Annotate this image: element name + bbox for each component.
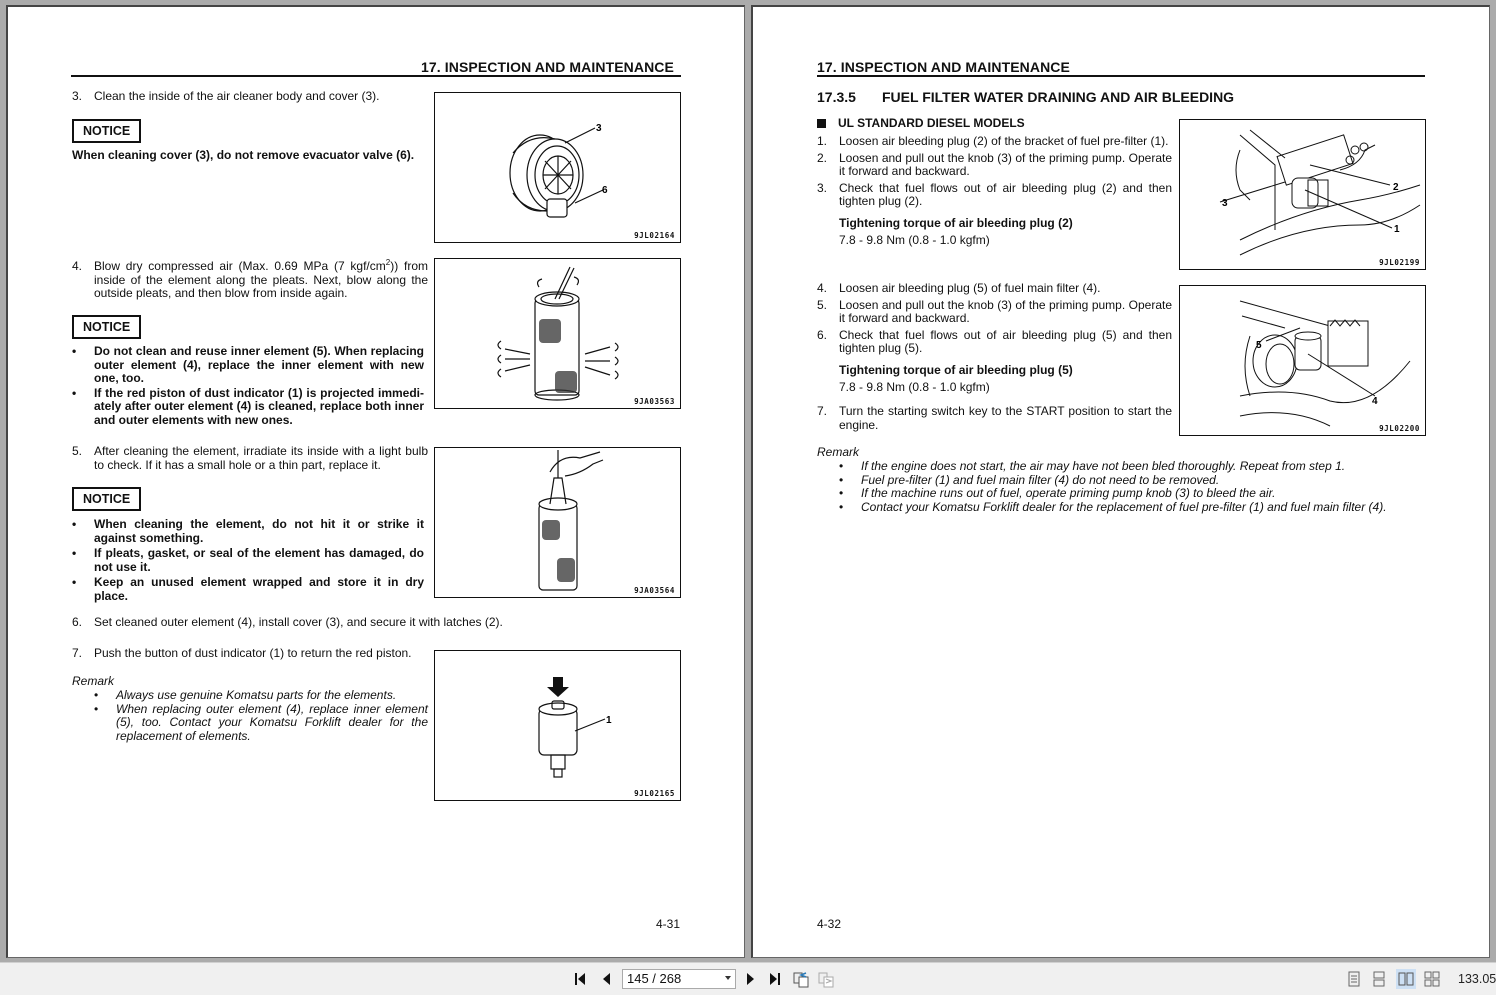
first-page-icon (574, 972, 590, 986)
callout-5: 5 (1256, 340, 1262, 351)
prev-page-button[interactable] (597, 970, 617, 988)
callout-3: 3 (1222, 198, 1228, 209)
step-7: 7. Push the button of dust indicator (1) to return the red piston. (72, 646, 412, 660)
last-page-button[interactable] (764, 970, 784, 988)
notice-bullets (72, 518, 424, 603)
zoom-level[interactable]: 133.05 (1458, 972, 1496, 986)
notice-bullet: • If the red piston of dust indicator (1) is projected immedi-ately after outer element (4) is cleaned, replace both inner and outer elements with new ones. (72, 387, 424, 428)
single-page-view-icon (1347, 971, 1361, 987)
step-6: 6. Set cleaned outer element (4), install cover (3), and secure it with latches (2). (72, 615, 503, 629)
torque-value: 7.8 - 9.8 Nm (0.8 - 1.0 kgfm) (839, 380, 990, 394)
callout-4: 4 (1372, 396, 1378, 407)
notice-bullet: • Do not clean and reuse inner element (5). When replacing outer element (4), replace the inner element with new one, too. (72, 345, 424, 386)
facing-view-icon (1398, 971, 1414, 987)
torque-value: 7.8 - 9.8 Nm (0.8 - 1.0 kgfm) (839, 233, 990, 247)
figure-fuel-main-filter (1179, 285, 1426, 436)
go-forward-view-icon (817, 970, 835, 988)
fuel-pre-filter-illustration (1180, 120, 1425, 269)
notice-label: NOTICE (72, 119, 141, 143)
torque-title: Tightening torque of air bleeding plug (2) (839, 216, 1073, 230)
remark-bullets (839, 460, 1439, 514)
torque-title: Tightening torque of air bleeding plug (5) (839, 363, 1073, 377)
page-header: 17. INSPECTION AND MAINTENANCE (421, 59, 674, 75)
next-page-icon (744, 972, 756, 986)
figure-fuel-pre-filter (1179, 119, 1426, 270)
remark-bullet: • Contact your Komatsu Forklift dealer for the replacement of fuel pre-filter (1) and fuel main filter (4). (839, 501, 1439, 515)
section-number: 17.3.5 (817, 89, 856, 105)
header-rule (817, 75, 1425, 77)
step-6: 6. Check that fuel flows out of air bleeding plug (5) and then tighten plug (5). (817, 327, 1172, 355)
callout-1: 1 (606, 715, 612, 726)
callout-6: 6 (602, 185, 608, 196)
page-number: 4-32 (817, 917, 842, 931)
remark-label: Remark (817, 445, 860, 459)
go-back-view-icon (792, 970, 810, 988)
dust-indicator-illustration (435, 651, 680, 800)
step-4: 4. Blow dry compressed air (Max. 0.69 MPa (7 kgf/$cm^2$)) from inside of the element along the pleats. Next, blow along the outside pleats, and then blow from inside again. (72, 258, 429, 300)
continuous-facing-view-button[interactable] (1422, 969, 1442, 989)
callout-1: 1 (1394, 224, 1400, 235)
step-3: 3. Check that fuel flows out of air bleeding plug (2) and then tighten plug (2). (817, 180, 1172, 208)
notice-text: When cleaning cover (3), do not remove evacuator valve (6). (72, 148, 415, 162)
continuous-facing-view-icon (1424, 971, 1440, 987)
step-1: 1. Loosen air bleeding plug (2) of the bracket of fuel pre-filter (1). (817, 134, 1169, 148)
single-page-view-button[interactable] (1344, 969, 1364, 989)
header-rule (71, 75, 681, 77)
remark-label: Remark (72, 674, 115, 688)
figure-code: 9JL02165 (634, 789, 675, 798)
page-number: 4-31 (656, 917, 681, 931)
continuous-view-button[interactable] (1369, 969, 1389, 989)
section-title: FUEL FILTER WATER DRAINING AND AIR BLEEDING (882, 89, 1235, 105)
next-view-button[interactable] (816, 970, 836, 988)
first-page-button[interactable] (572, 970, 592, 988)
viewer-toolbar (0, 962, 1496, 995)
remark-bullet: • If the engine does not start, the air may have not been bled thoroughly. Repeat from step 1. (839, 460, 1439, 474)
notice-bullet: • Keep an unused element wrapped and store it in dry place. (72, 576, 424, 603)
step-3: 3. Clean the inside of the air cleaner body and cover (3). (72, 89, 380, 103)
previous-view-button[interactable] (791, 970, 811, 988)
remark-bullets (94, 689, 428, 743)
last-page-icon (766, 972, 782, 986)
page-4-32 (751, 5, 1490, 958)
step-4: 4. Loosen air bleeding plug (5) of fuel main filter (4). (817, 281, 1101, 295)
next-page-button[interactable] (740, 970, 760, 988)
push-arrow-icon (547, 677, 569, 697)
continuous-view-icon (1372, 971, 1386, 987)
figure-code: 9JL02200 (1379, 424, 1420, 433)
fuel-main-filter-illustration (1180, 286, 1425, 435)
remark-bullet: • Always use genuine Komatsu parts for the elements. (94, 689, 428, 703)
subsection-heading: UL STANDARD DIESEL MODELS (817, 117, 1025, 131)
air-cleaner-illustration (435, 93, 680, 242)
steps-pre-filter (817, 135, 1172, 209)
step-5: 5. After cleaning the element, irradiate its inside with a light bulb to check. If it has a small hole or a thin part, replace it. (72, 444, 428, 472)
figure-code: 9JL02199 (1379, 258, 1420, 267)
remark-bullet: • Fuel pre-filter (1) and fuel main filter (4) do not need to be removed. (839, 474, 1439, 488)
step-7: 7. Turn the starting switch key to the START position to start the engine. (817, 404, 1172, 432)
remark-bullet: • When replacing outer element (4), replace inner element (5), too. Contact your Komatsu Forklift dealer for the replacement of elements. (94, 703, 428, 744)
notice-bullet: • When cleaning the element, do not hit it or strike it against something. (72, 518, 424, 545)
steps-main-filter (817, 282, 1172, 356)
step-2: 2. Loosen and pull out the knob (3) of the priming pump. Operate it forward and backward. (817, 150, 1172, 178)
figure-blow-element (434, 258, 681, 409)
figure-code: 9JL02164 (634, 231, 675, 240)
element-blow-illustration (435, 259, 680, 408)
notice-bullets (72, 345, 424, 427)
notice-label: NOTICE (72, 487, 141, 511)
figure-code: 9JA03563 (634, 397, 675, 406)
page-4-31 (6, 5, 745, 958)
page-indicator: 145 / 268 (627, 971, 682, 986)
square-bullet-icon (817, 119, 826, 128)
notice-bullet: • If pleats, gasket, or seal of the element has damaged, do not use it. (72, 547, 424, 574)
notice-label: NOTICE (72, 315, 141, 339)
step-5: 5. Loosen and pull out the knob (3) of the priming pump. Operate it forward and backward. (817, 297, 1172, 325)
callout-3: 3 (596, 123, 602, 134)
light-check-illustration (435, 448, 680, 597)
remark-bullet: • If the machine runs out of fuel, operate priming pump knob (3) to bleed the air. (839, 487, 1439, 501)
page-header: 17. INSPECTION AND MAINTENANCE (817, 59, 1070, 75)
callout-2: 2 (1393, 182, 1399, 193)
facing-view-button[interactable] (1396, 969, 1416, 989)
page-number-select[interactable] (622, 969, 736, 989)
figure-air-cleaner-cover (434, 92, 681, 243)
figure-code: 9JA03564 (634, 586, 675, 595)
figure-light-check (434, 447, 681, 598)
chevron-down-icon (725, 976, 731, 980)
prev-page-icon (601, 972, 613, 986)
figure-dust-indicator (434, 650, 681, 801)
